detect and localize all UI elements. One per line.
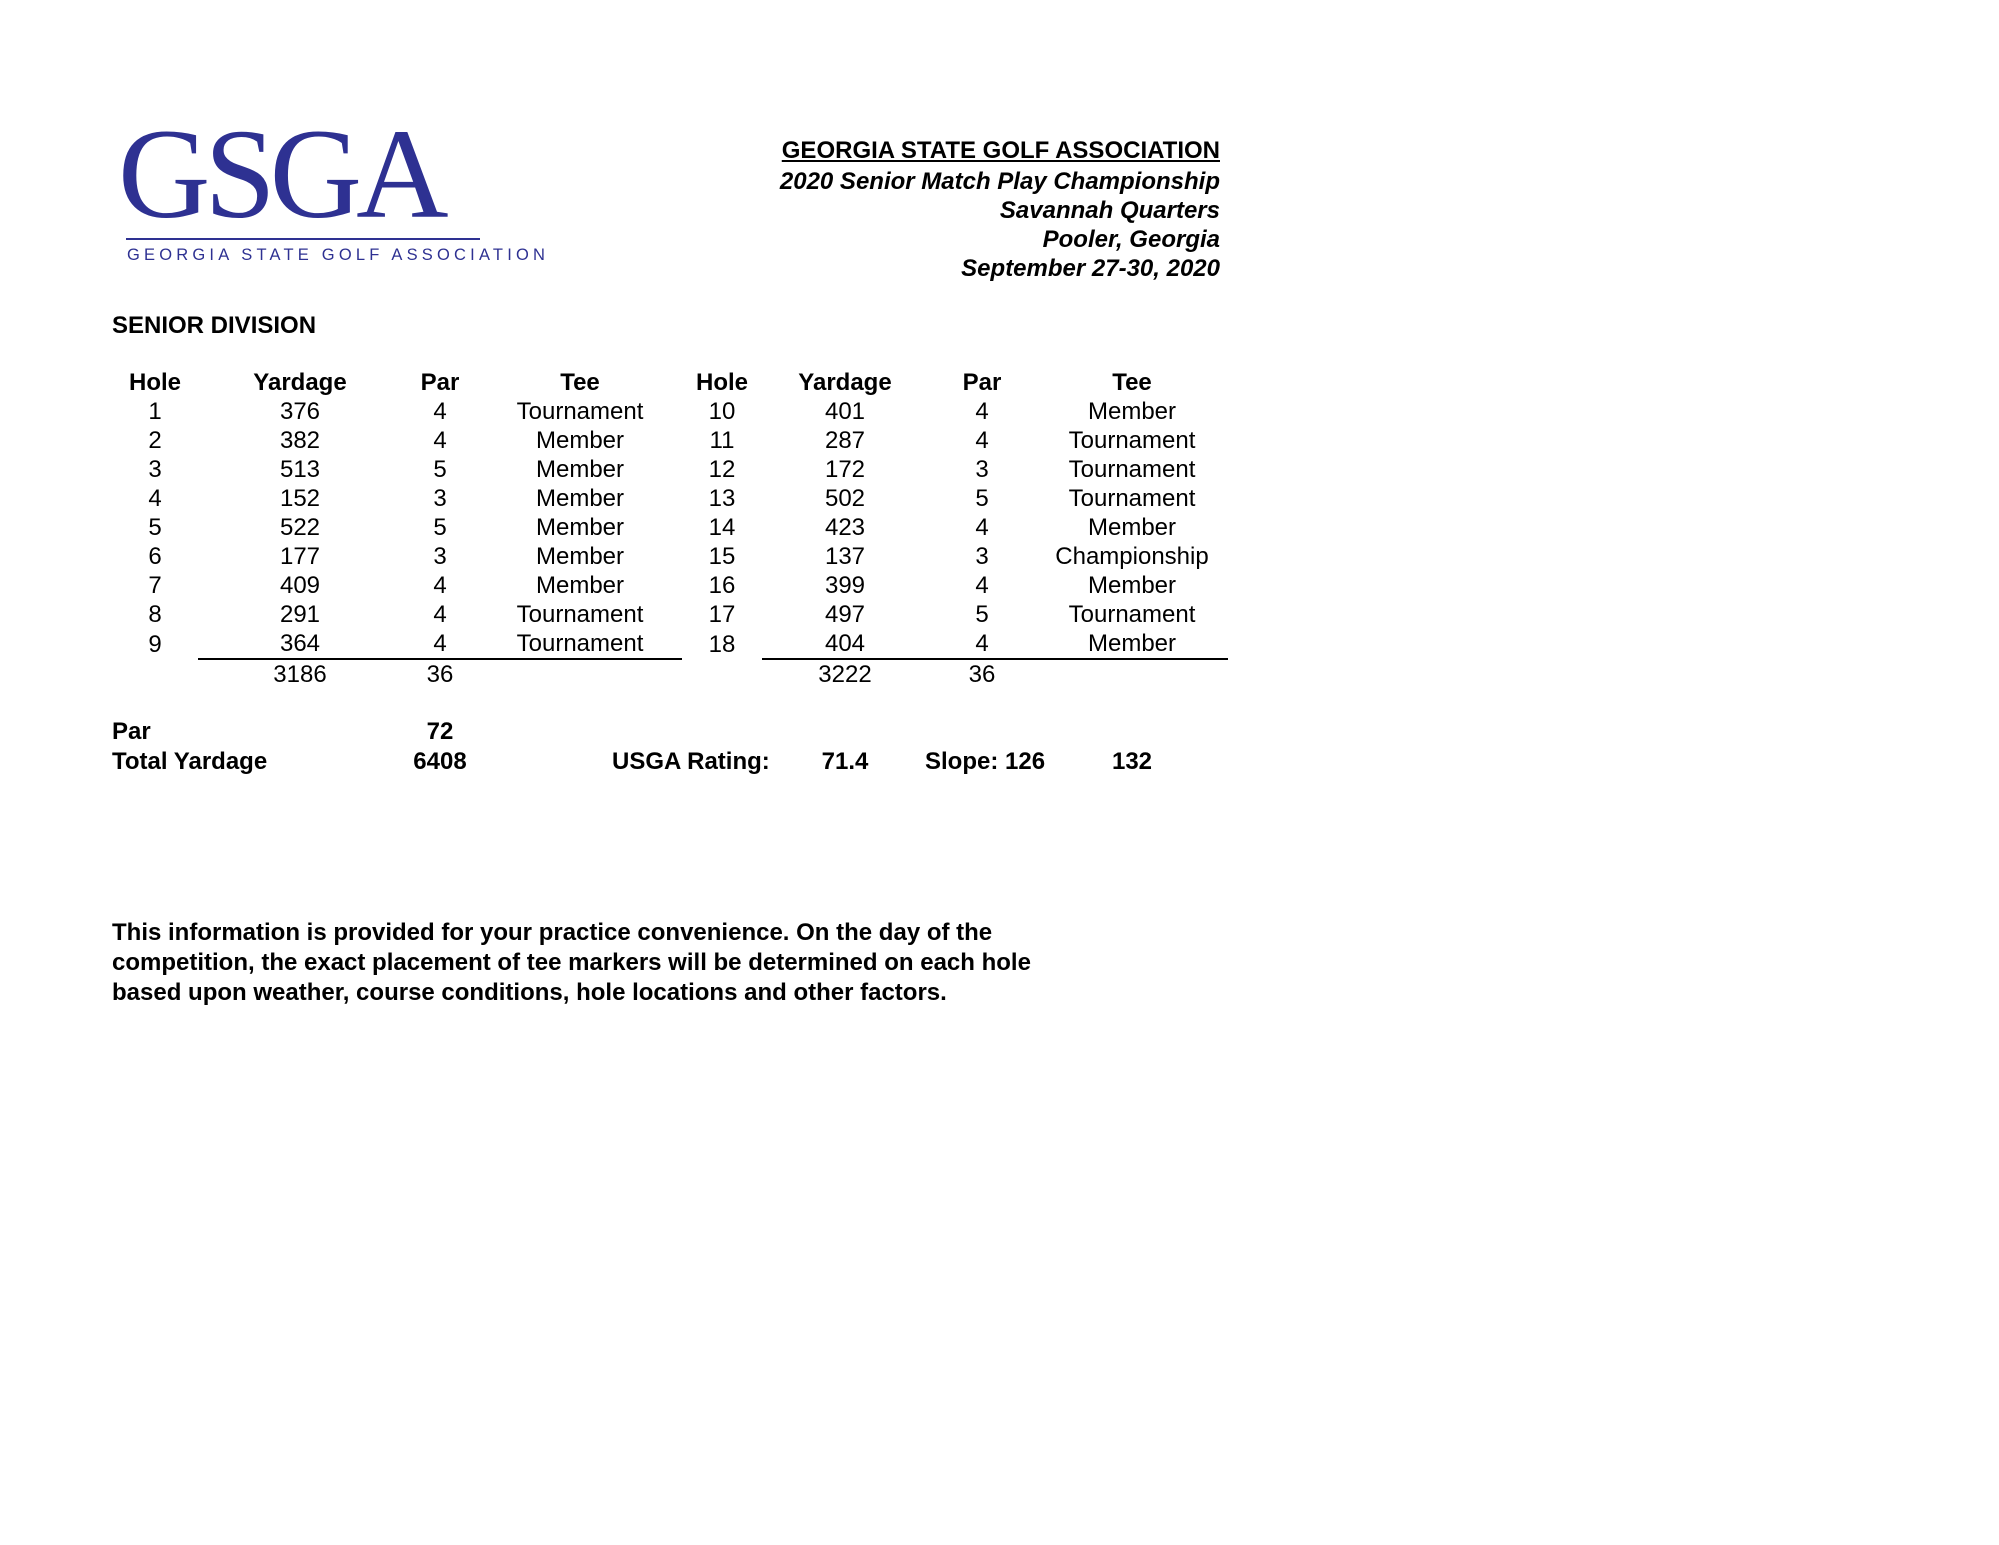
par-value: 3 xyxy=(433,485,447,512)
front-nine-par-total: 36 xyxy=(426,661,454,688)
back-nine-yardage-total: 3222 xyxy=(818,661,872,688)
yardage-value: 513 xyxy=(279,456,321,483)
par-value: 5 xyxy=(975,601,989,628)
table-row xyxy=(112,600,1228,629)
tee-name: Tournament xyxy=(1068,456,1196,483)
tee-name: Tournament xyxy=(1068,427,1196,454)
table-row xyxy=(112,542,1228,571)
tee-name: Tournament xyxy=(478,629,682,659)
par-value: 3 xyxy=(433,543,447,570)
gsga-logo-text: GSGA xyxy=(118,103,443,245)
tee-name: Member xyxy=(535,427,625,454)
yardage-value: 291 xyxy=(279,601,321,628)
venue-location: Pooler, Georgia xyxy=(1042,226,1220,253)
hole-number: 2 xyxy=(148,427,162,454)
hole-number: 18 xyxy=(708,630,736,658)
hole-number: 5 xyxy=(148,514,162,541)
hole-number: 14 xyxy=(708,514,736,541)
event-dates: September 27-30, 2020 xyxy=(961,255,1220,282)
gsga-logo-subtitle: GEORGIA STATE GOLF ASSOCIATION xyxy=(127,246,550,264)
event-name: 2020 Senior Match Play Championship xyxy=(779,168,1220,195)
gsga-logo xyxy=(118,103,550,265)
totals-row xyxy=(112,659,1228,689)
table-row xyxy=(112,484,1228,513)
total-yardage-label: Total Yardage xyxy=(112,748,268,775)
hole-number: 10 xyxy=(708,398,736,425)
hole-number: 13 xyxy=(708,485,736,512)
yardage-value: 522 xyxy=(279,514,321,541)
yardage-value: 409 xyxy=(279,572,321,599)
hole-number: 11 xyxy=(709,427,735,454)
yardage-value: 287 xyxy=(824,427,866,454)
tee-sheet-table xyxy=(112,368,1228,689)
event-header xyxy=(780,136,1220,283)
yardage-value: 423 xyxy=(824,514,866,541)
par-value: 4 xyxy=(928,629,1036,659)
par-value: 4 xyxy=(433,398,447,425)
totals-spacer xyxy=(112,659,198,689)
table-row xyxy=(112,629,1228,659)
course-summary xyxy=(112,718,1228,788)
par-value: 4 xyxy=(402,629,478,659)
par-value: 4 xyxy=(975,514,989,541)
header-hole-back: Hole xyxy=(695,369,748,396)
table-row xyxy=(112,426,1228,455)
yardage-value: 404 xyxy=(762,629,928,659)
total-yardage-value: 6408 xyxy=(413,748,467,775)
header-tee-front: Tee xyxy=(560,369,600,396)
header-hole-front: Hole xyxy=(128,369,181,396)
hole-number: 3 xyxy=(148,456,162,483)
par-summary-row xyxy=(112,718,1228,748)
division-title: SENIOR DIVISION xyxy=(112,312,317,339)
tee-name: Member xyxy=(1087,398,1177,425)
tee-name: Tournament xyxy=(1068,601,1196,628)
tee-name: Member xyxy=(535,514,625,541)
header-tee-back: Tee xyxy=(1112,369,1152,396)
usga-rating-label: USGA Rating: xyxy=(612,748,770,775)
yardage-value: 502 xyxy=(824,485,866,512)
tee-name: Member xyxy=(535,456,625,483)
par-value: 4 xyxy=(433,601,447,628)
tee-name: Member xyxy=(535,543,625,570)
header-par-back: Par xyxy=(962,369,1002,396)
yardage-value: 376 xyxy=(279,398,321,425)
par-value: 5 xyxy=(433,456,447,483)
par-value: 4 xyxy=(433,427,447,454)
yardage-value: 172 xyxy=(824,456,866,483)
hole-number: 9 xyxy=(148,630,162,658)
tee-name: Tournament xyxy=(516,601,644,628)
totals-spacer xyxy=(478,659,682,689)
practice-disclaimer: This information is provided for your practice convenience. On the day of the competition, the exact placement of tee markers will be determined on each hole based upon weather, course conditions, hole locations and other factors. xyxy=(112,919,1031,1006)
header-yardage-back: Yardage xyxy=(798,369,892,396)
slope-secondary-value: 132 xyxy=(1111,748,1153,775)
par-value: 3 xyxy=(975,543,989,570)
par-value: 3 xyxy=(975,456,989,483)
table-row xyxy=(112,397,1228,426)
hole-number: 6 xyxy=(148,543,162,570)
hole-number: 7 xyxy=(148,572,162,599)
yardage-value: 382 xyxy=(279,427,321,454)
yardage-value: 364 xyxy=(198,629,402,659)
venue-name: Savannah Quarters xyxy=(999,197,1220,224)
tee-name: Member xyxy=(535,485,625,512)
yardage-value: 177 xyxy=(279,543,321,570)
tee-name: Tournament xyxy=(1068,485,1196,512)
slope-label: Slope: 126 xyxy=(925,748,1046,775)
hole-number: 15 xyxy=(708,543,736,570)
yardage-value: 497 xyxy=(824,601,866,628)
par-total: 72 xyxy=(426,718,454,745)
par-label: Par xyxy=(112,718,151,745)
par-value: 4 xyxy=(433,572,447,599)
hole-number: 8 xyxy=(148,601,162,628)
par-value: 4 xyxy=(975,398,989,425)
table-row xyxy=(112,513,1228,542)
hole-number: 16 xyxy=(708,572,736,599)
header-yardage-front: Yardage xyxy=(253,369,347,396)
hole-number: 1 xyxy=(148,398,162,425)
hole-number: 17 xyxy=(708,601,736,628)
par-value: 5 xyxy=(433,514,447,541)
yardage-value: 401 xyxy=(824,398,866,425)
yardage-summary-row xyxy=(112,748,1228,778)
association-title: GEORGIA STATE GOLF ASSOCIATION xyxy=(781,137,1220,164)
table-row xyxy=(112,571,1228,600)
tee-name: Member xyxy=(1087,572,1177,599)
hole-number: 4 xyxy=(148,485,162,512)
par-value: 4 xyxy=(975,572,989,599)
par-value: 4 xyxy=(975,427,989,454)
usga-rating-value: 71.4 xyxy=(821,748,869,775)
back-nine-par-total: 36 xyxy=(968,661,996,688)
par-value: 5 xyxy=(975,485,989,512)
front-nine-yardage-total: 3186 xyxy=(273,661,327,688)
hole-number: 12 xyxy=(708,456,736,483)
yardage-value: 137 xyxy=(824,543,866,570)
tee-name: Championship xyxy=(1055,543,1209,570)
table-row xyxy=(112,455,1228,484)
totals-spacer xyxy=(682,659,762,689)
header-par-front: Par xyxy=(420,369,460,396)
yardage-value: 152 xyxy=(279,485,321,512)
tee-name: Tournament xyxy=(516,398,644,425)
table-header-row xyxy=(112,368,1228,397)
tee-name: Member xyxy=(535,572,625,599)
tee-name: Member xyxy=(1036,629,1228,659)
totals-spacer xyxy=(1036,659,1228,689)
tee-name: Member xyxy=(1087,514,1177,541)
yardage-value: 399 xyxy=(824,572,866,599)
